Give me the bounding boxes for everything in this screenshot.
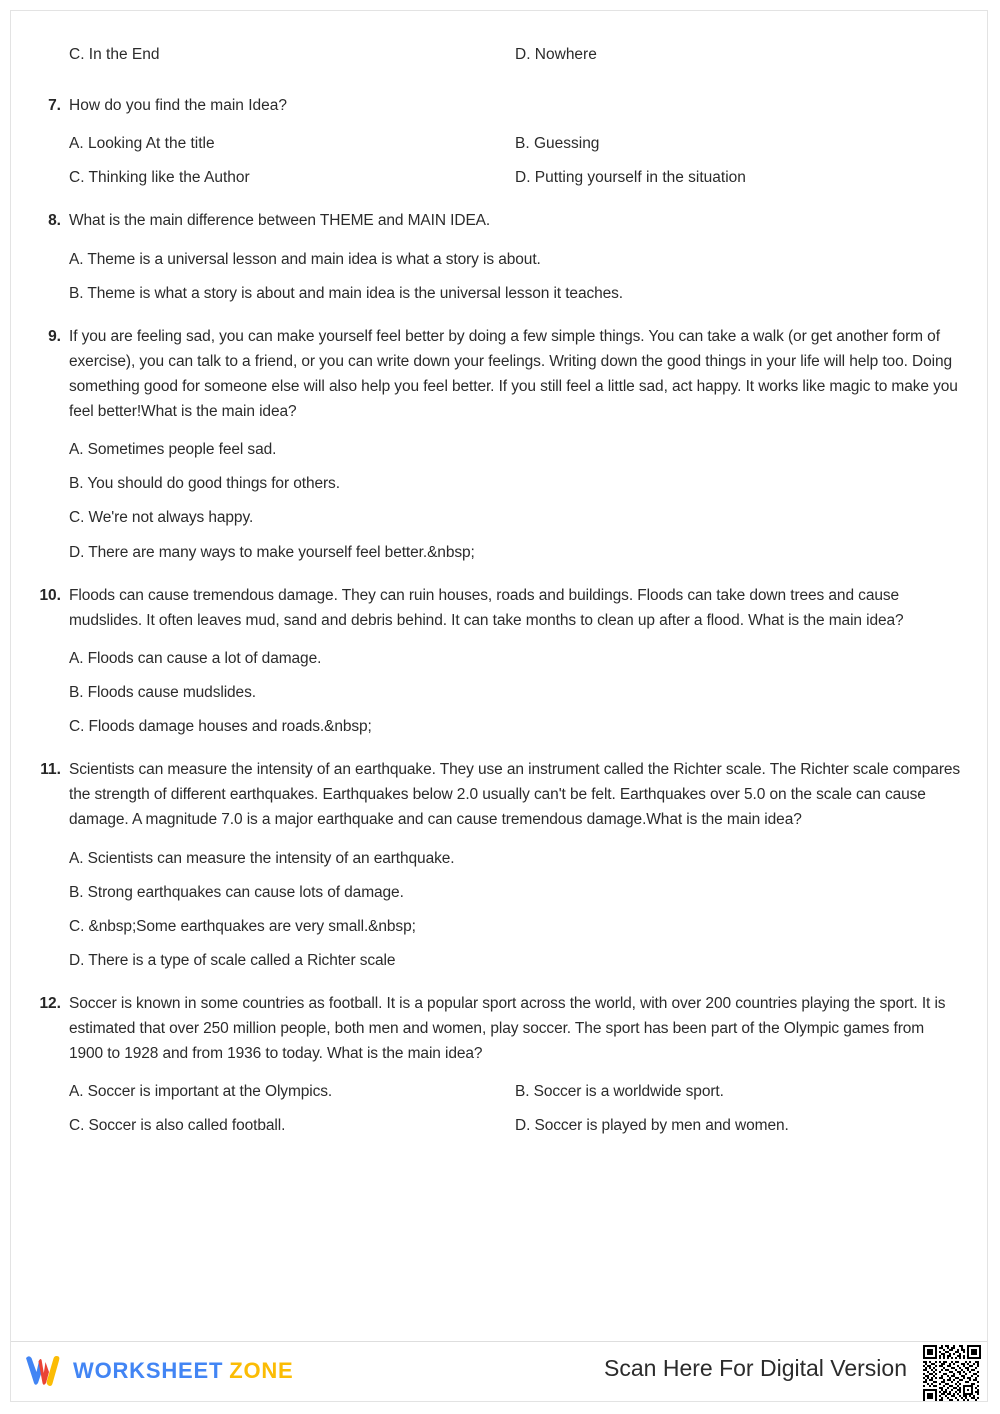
spacer — [29, 190, 961, 208]
option-item[interactable]: C. Floods damage houses and roads.&nbsp; — [69, 718, 372, 736]
page-footer — [11, 1341, 988, 1401]
option-item[interactable]: C. In the End — [69, 46, 160, 63]
question-number: 7. — [48, 97, 61, 115]
question-body — [69, 991, 961, 1139]
option-list — [69, 637, 961, 739]
option-item[interactable]: D. Nowhere — [515, 46, 597, 63]
option-list — [69, 428, 961, 564]
question-10 — [29, 583, 961, 740]
spacer — [29, 565, 961, 583]
spacer — [29, 306, 961, 324]
question-9 — [29, 324, 961, 565]
option-list — [69, 238, 961, 306]
worksheet-page — [10, 10, 988, 1402]
question-text: What is the main difference between THEME and MAIN IDEA. — [69, 212, 491, 230]
option-item[interactable]: A. Looking At the title — [69, 135, 215, 153]
logo-word-worksheet: WORKSHEET — [73, 1358, 224, 1383]
question-number: 12. — [39, 994, 61, 1012]
spacer — [29, 67, 961, 93]
question-number: 8. — [48, 212, 61, 230]
question-text: If you are feeling sad, you can make yourself feel better by doing a few simple things. You can take a walk (or get another form of exercise), you can talk to a friend, or you can write down your feelings. Writing down the good things in your life will help too. Doing something good for someone else will also help you feel better. If you still feel a little sad, act happy. It works like magic to make you feel better!What is the main idea? — [69, 327, 958, 421]
question-number: 10. — [39, 586, 61, 604]
option-item[interactable]: C. We're not always happy. — [69, 509, 254, 527]
continued-options-row — [29, 29, 961, 67]
footer-divider — [11, 1341, 988, 1342]
worksheet-content — [11, 11, 988, 1343]
option-item[interactable]: B. You should do good things for others. — [69, 475, 340, 493]
option-item[interactable]: A. Floods can cause a lot of damage. — [69, 649, 322, 667]
question-number: 11. — [40, 761, 61, 779]
option-item[interactable]: B. Guessing — [515, 135, 600, 153]
question-body — [69, 757, 961, 973]
qr-code-image — [923, 1345, 981, 1402]
option-item[interactable]: A. Soccer is important at the Olympics. — [69, 1083, 333, 1101]
question-text: How do you find the main Idea? — [69, 97, 287, 115]
worksheet-zone-logo-text — [73, 1358, 294, 1384]
option-item[interactable]: C. Soccer is also called football. — [69, 1117, 286, 1135]
question-text: Soccer is known in some countries as football. It is a popular sport across the world, with over 200 countries playing the sport. It is estimated that over 250 million people, both men and women, play soccer. The sport has been part of the Olympic games from 1900 to 1928 and from 1936 to today. What is the main idea? — [69, 994, 946, 1063]
option-list — [69, 1070, 961, 1138]
option-item[interactable]: D. Putting yourself in the situation — [515, 169, 746, 187]
question-text: Scientists can measure the intensity of an earthquake. They use an instrument called the Richter scale. The Richter scale compares the strength of different earthquakes. Earthquakes below 2.0 usually can't be felt. Earthquakes over 5.0 on the scale can cause damage. A magnitude 7.0 is a major earthquake and can cause tremendous damage.What is the main idea? — [69, 761, 961, 829]
question-number: 9. — [48, 327, 61, 345]
continued-options-body — [69, 29, 961, 67]
option-item[interactable]: D. There are many ways to make yourself feel better.&nbsp; — [69, 543, 475, 561]
option-item[interactable]: A. Theme is a universal lesson and main idea is what a story is about. — [69, 250, 541, 268]
option-item[interactable]: D. Soccer is played by men and women. — [515, 1117, 789, 1135]
option-item[interactable]: C. &nbsp;Some earthquakes are very small.&nbsp; — [69, 917, 416, 935]
option-item[interactable]: B. Theme is what a story is about and main idea is the universal lesson it teaches. — [69, 284, 624, 302]
option-list — [69, 122, 961, 190]
option-item[interactable]: B. Strong earthquakes can cause lots of damage. — [69, 883, 404, 901]
worksheet-zone-logo[interactable] — [23, 1353, 294, 1389]
scan-here-label: Scan Here For Digital Version — [604, 1355, 907, 1381]
question-body — [69, 93, 961, 190]
question-body — [69, 324, 961, 565]
spacer — [29, 973, 961, 991]
question-8 — [29, 208, 961, 305]
option-item[interactable]: C. Thinking like the Author — [69, 169, 250, 187]
option-item[interactable]: A. Sometimes people feel sad. — [69, 441, 277, 459]
option-list — [69, 837, 961, 973]
option-item[interactable]: A. Scientists can measure the intensity of an earthquake. — [69, 849, 455, 867]
option-item[interactable]: B. Floods cause mudslides. — [69, 683, 256, 701]
question-body — [69, 208, 961, 305]
logo-word-zone: ZONE — [229, 1358, 294, 1383]
question-7 — [29, 93, 961, 190]
qr-code[interactable] — [921, 1343, 983, 1402]
worksheet-zone-logo-icon — [23, 1353, 63, 1389]
continued-options-grid — [69, 33, 961, 67]
question-body — [69, 583, 961, 740]
question-text: Floods can cause tremendous damage. They can ruin houses, roads and buildings. Floods can take down trees and cause mudslides. It often leaves mud, sand and debris behind. It can take months to clean up after a flood. What is the main idea? — [69, 586, 904, 629]
question-12 — [29, 991, 961, 1139]
option-item[interactable]: B. Soccer is a worldwide sport. — [515, 1083, 724, 1101]
spacer — [29, 739, 961, 757]
question-11 — [29, 757, 961, 973]
option-item[interactable]: D. There is a type of scale called a Richter scale — [69, 951, 396, 969]
